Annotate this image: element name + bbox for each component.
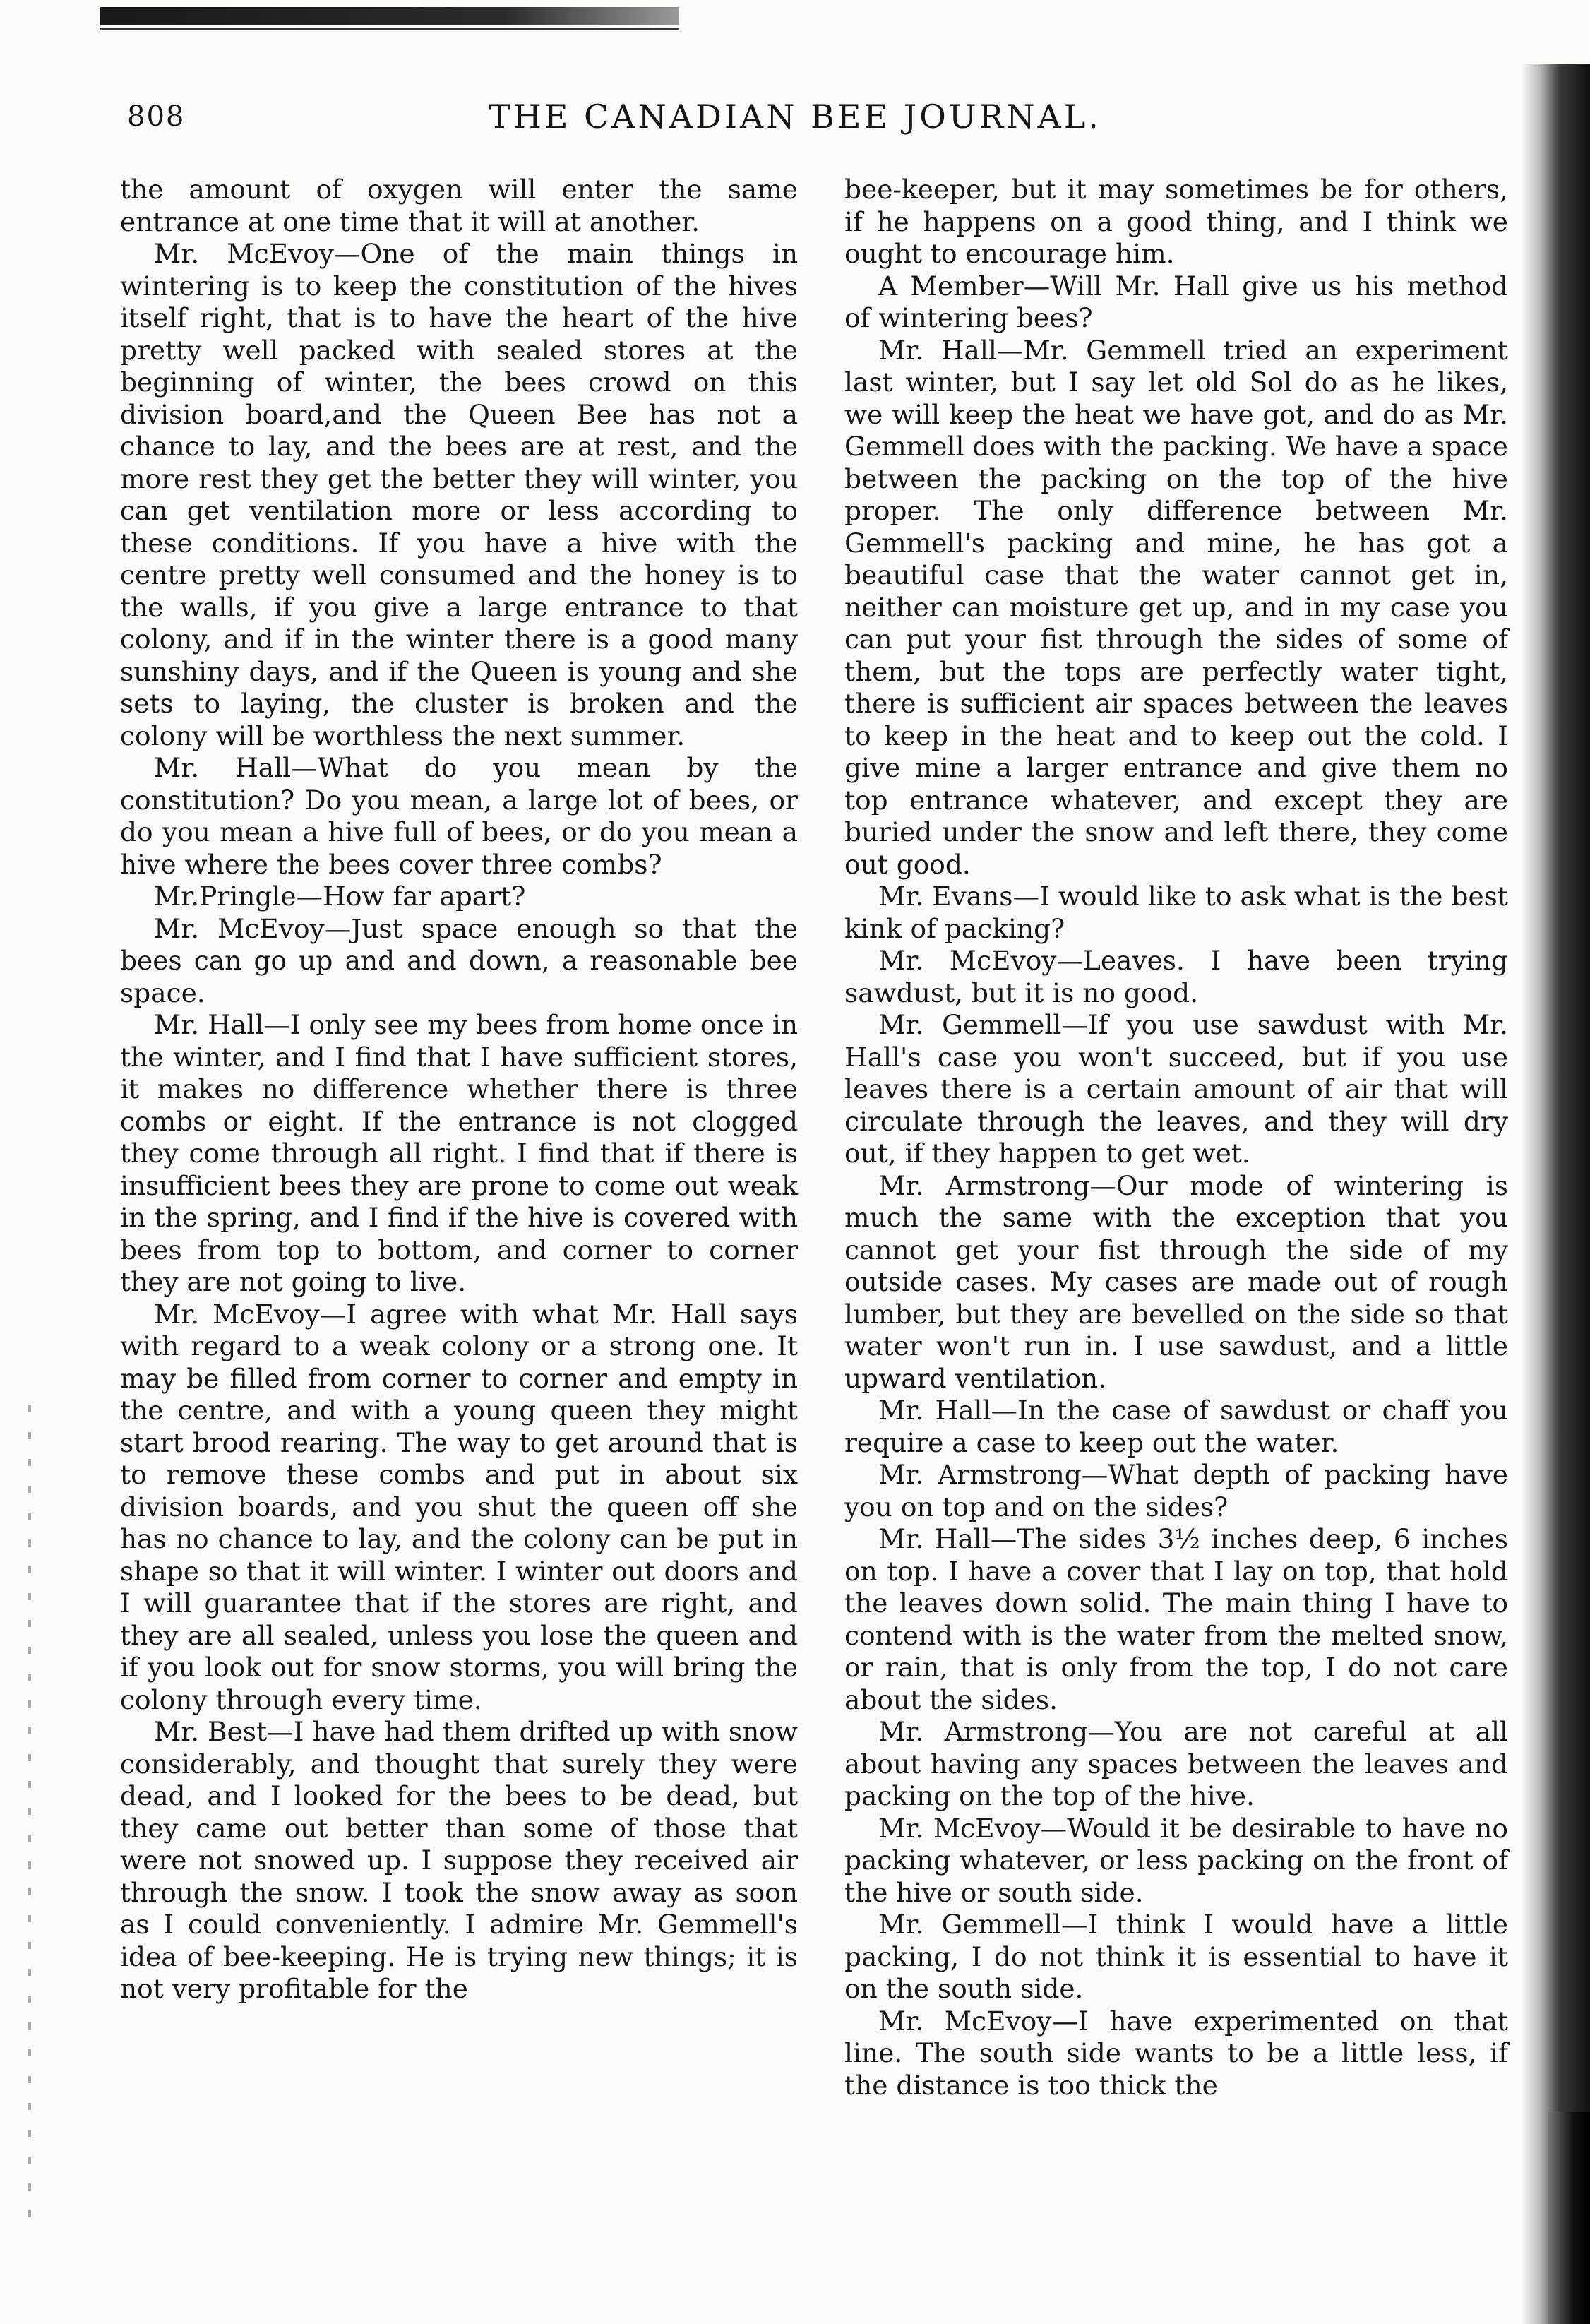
binding-shadow (1522, 64, 1590, 2324)
paragraph: Mr. Gemmell—I think I would have a little packing, I do not think it is essential to have it on the south side. (844, 1909, 1508, 2004)
paragraph: Mr. Armstrong—You are not careful at all about having any spaces between the leaves and packing on the top of the hive. (844, 1716, 1508, 1811)
paragraph: Mr. Gemmell—If you use sawdust with Mr. Hall's case you won't succeed, but if you use leaves there is a certain amount of air that will circulate through the leaves, and they will dry out, if they happen to get wet. (844, 1009, 1508, 1169)
paragraph: Mr. Hall—I only see my bees from home once in the winter, and I find that I have sufficient stores, it makes no difference whether there is three combs or eight. If the entrance is not clogged they come through all right. I find that if there is insufficient bees they are prone to come out weak in the spring, and I find if the hive is covered with bees from top to bottom, and corner to corner they are not going to live. (120, 1009, 798, 1297)
top-edge-line (100, 28, 679, 30)
paragraph: Mr. McEvoy—I have experimented on that line. The south side wants to be a little less, if the distance is too thick the (844, 2005, 1508, 2101)
binding-shadow-bottom (1548, 2112, 1590, 2324)
right-column (844, 174, 1508, 2102)
page-number: 808 (127, 100, 186, 133)
paragraph: Mr. Best—I have had them drifted up with snow considerably, and thought that surely they were dead, and I looked for the bees to be dead, but they came out better than some of those that were not snowed up. I suppose they received air through the snow. I took the snow away as soon as I could conveniently. I admire Mr. Gemmell's idea of bee-keeping. He is trying new things; it is not very profitable for the (120, 1716, 798, 2004)
paragraph: Mr. Hall—Mr. Gemmell tried an experiment last winter, but I say let old Sol do as he likes, we will keep the heat we have got, and do as Mr. Gemmell does with the packing. We have a space between the packing on the top of the hive proper. The only difference between Mr. Gemmell's packing and mine, he has got a beautiful case that the water cannot get in, neither can moisture get up, and in my case you can put your fist through the sides of some of them, but the tops are perfectly water tight, there is sufficient air spaces between the leaves to keep in the heat and to keep out the cold. I give mine a larger entrance and give them no top entrance whatever, and except they are buried under the snow and left there, they come out good. (844, 334, 1508, 880)
paragraph: bee-keeper, but it may sometimes be for others, if he happens on a good thing, and I think we ought to encourage him. (844, 174, 1508, 269)
running-title: THE CANADIAN BEE JOURNAL. (489, 97, 1101, 136)
paragraph: Mr. Hall—In the case of sawdust or chaff you require a case to keep out the water. (844, 1395, 1508, 1458)
paragraph: Mr. McEvoy—Leaves. I have been trying sawdust, but it is no good. (844, 945, 1508, 1008)
paragraph: A Member—Will Mr. Hall give us his method of wintering bees? (844, 270, 1508, 333)
paragraph: Mr. Hall—The sides 3½ inches deep, 6 inches on top. I have a cover that I lay on top, that hold the leaves down solid. The main thing I have to contend with is the water from the melted snow, or rain, that is only from the top, I do not care about the sides. (844, 1523, 1508, 1715)
paragraph: Mr. McEvoy—Would it be desirable to have no packing whatever, or less packing on the front of the hive or south side. (844, 1812, 1508, 1908)
left-column (120, 174, 798, 2006)
paragraph: Mr.Pringle—How far apart? (154, 881, 526, 912)
paragraph: Mr. Armstrong—What depth of packing have you on top and on the sides? (844, 1459, 1508, 1522)
paragraph: Mr. Hall—What do you mean by the constitution? Do you mean, a large lot of bees, or do you mean a hive full of bees, or do you mean a hive where the bees cover three combs? (120, 752, 798, 880)
paragraph: Mr. McEvoy—Just space enough so that the bees can go up and and down, a reasonable bee space. (120, 912, 798, 1008)
top-edge-rule (100, 7, 679, 25)
paragraph: Mr. McEvoy—One of the main things in wintering is to keep the constitution of the hives itself right, that is to have the heart of the hive pretty well packed with sealed stores at the beginning of winter, the bees crowd on this division board,and the Queen Bee has not a chance to lay, and the bees are at rest, and the more rest they get the better they will winter, you can get ventilation more or less according to these conditions. If you have a hive with the centre pretty well consumed and the honey is to the walls, if you give a large entrance to that colony, and if in the winter there is a good many sunshiny days, and if the Queen is young and she sets to laying, the cluster is broken and the colony will be worthless the next summer. (120, 238, 798, 751)
paragraph: the amount of oxygen will enter the same entrance at one time that it will at another. (120, 174, 798, 237)
margin-specks (28, 1405, 31, 2217)
paragraph: Mr. McEvoy—I agree with what Mr. Hall says with regard to a weak colony or a strong one. It may be filled from corner to corner and empty in the centre, and with a young queen they might start brood rearing. The way to get around that is to remove these combs and put in about six division boards, and you shut the queen off she has no chance to lay, and the colony can be put in shape so that it will winter. I winter out doors and I will guarantee that if the stores are right, and they are all sealed, unless you lose the queen and if you look out for snow storms, you will bring the colony through every time. (120, 1298, 798, 1715)
paragraph: Mr. Armstrong—Our mode of wintering is much the same with the exception that you cannot get your fist through the side of my outside cases. My cases are made out of rough lumber, but they are bevelled on the side so that water won't run in. I use sawdust, and a little upward ventilation. (844, 1169, 1508, 1394)
paragraph: Mr. Evans—I would like to ask what is the best kink of packing? (844, 881, 1508, 944)
